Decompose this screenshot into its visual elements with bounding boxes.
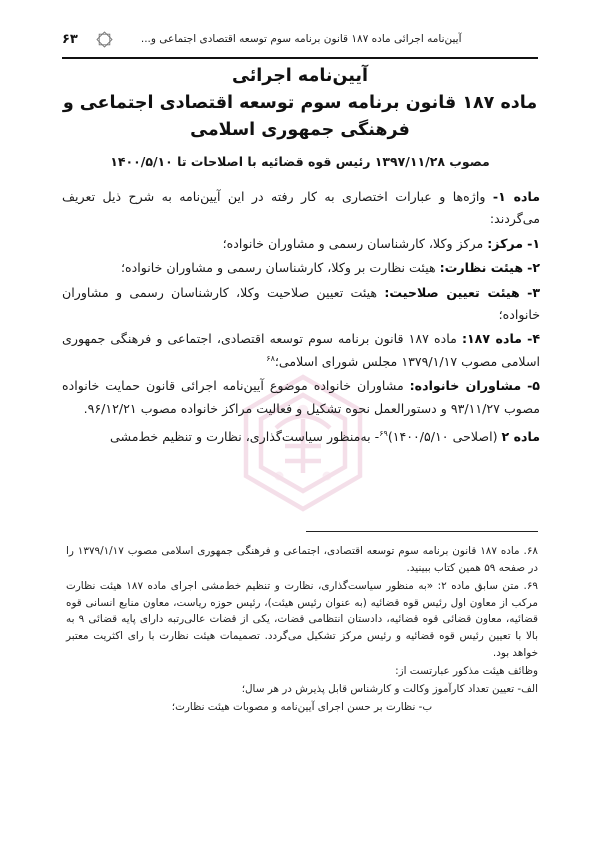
footnotes-section bbox=[66, 543, 538, 716]
article-1-text: واژه‌ها و عبارات اختصاری به کار رفته در این آیین‌نامه به شرح ذیل تعریف می‌گردند: bbox=[62, 189, 540, 227]
footnote-item bbox=[66, 578, 538, 662]
definition-number: ۴- bbox=[527, 331, 540, 347]
definition-item bbox=[62, 257, 540, 279]
footnote-item bbox=[66, 543, 538, 577]
footnote-continuation: الف- تعیین تعداد کارآموز وکالت و کارشناس قابل پذیرش در هر سال؛ bbox=[241, 682, 538, 695]
running-header bbox=[62, 26, 538, 52]
definition-term: هیئت تعیین صلاحیت: bbox=[384, 284, 520, 300]
title-line-1: آیین‌نامه اجرائی bbox=[232, 66, 368, 86]
article-2-label: ماده ۲ bbox=[501, 429, 540, 445]
definition-text: مشاوران خانواده موضوع آیین‌نامه اجرائی قانون حمایت خانواده مصوب ۹۳/۱۱/۲۷ و دستورالعمل نحوه تشکیل و فعالیت مراکز خانواده مصوب ۹۶/۱۲/۲۱. bbox=[62, 378, 540, 416]
footnote-marker-68[interactable]: ۶۸ bbox=[266, 353, 275, 363]
title-line-2: ماده ۱۸۷ قانون برنامه سوم توسعه اقتصادی اجتماعی و bbox=[62, 93, 538, 114]
definition-item bbox=[62, 282, 540, 327]
eight-pointed-star-icon bbox=[96, 31, 113, 48]
header-divider bbox=[62, 57, 538, 59]
definition-text: ماده ۱۸۷ قانون برنامه سوم توسعه اقتصادی، اجتماعی و فرهنگی جمهوری اسلامی مصوب ۱۳۷۹/۱/۱۷ مجلس شورای اسلامی؛ bbox=[62, 331, 540, 369]
definition-number: ۳- bbox=[527, 284, 540, 300]
footnote-text: متن سابق ماده ۲: «به منظور سیاست‌گذاری، نظارت و تنظیم خط‌مشی اجرای ماده ۱۸۷ هیئت نظارت مرکب از معاون اول رئیس قوه قضائیه (به عنوان رئیس هیئت)، رئیس حوزه ریاست، معاون منابع انسانی قوه قضائیه، معاون قضائی قوه قضائیه، دادستان انتظامی قضات، یکی از قضات عالی‌رتبه دارای پایه قضائی ۹ به بالا با تعیین رئیس قوه قضائیه و رئیس مرکز تشکیل می‌گردد. تصمیمات هیئت نظارت با رای اکثریت معتبر خواهد بود. bbox=[66, 579, 539, 660]
definition-item bbox=[62, 375, 540, 420]
definition-term: هیئت نظارت: bbox=[439, 260, 524, 276]
article-1-intro bbox=[62, 186, 540, 231]
footnote-divider bbox=[306, 531, 538, 532]
footnote-continuation: ب- نظارت بر حسن اجرای آیین‌نامه و مصوبات هیئت نظارت؛ bbox=[171, 700, 433, 713]
definition-number: ۲- bbox=[527, 260, 540, 276]
definition-item bbox=[62, 328, 540, 373]
article-2-paragraph bbox=[62, 426, 540, 448]
definition-number: ۵- bbox=[527, 378, 540, 394]
article-1-label: ماده ۱- bbox=[492, 189, 540, 204]
definition-text: مرکز وکلا، کارشناسان رسمی و مشاوران خانواده؛ bbox=[222, 235, 488, 251]
footnote-continuation: وظائف هیئت مذکور عبارتست از: bbox=[395, 664, 538, 677]
definition-term: مرکز: bbox=[487, 235, 524, 251]
body-content bbox=[62, 186, 540, 450]
definition-term: مشاوران خانواده: bbox=[409, 378, 522, 394]
definition-number: ۱- bbox=[527, 235, 540, 251]
definition-item bbox=[62, 233, 540, 255]
document-subtitle: مصوب ۱۳۹۷/۱۱/۲۸ رئیس قوه قضائیه با اصلاحات تا ۱۴۰۰/۵/۱۰ bbox=[110, 154, 490, 170]
footnote-marker-69[interactable]: ۶۹ bbox=[379, 428, 388, 438]
definition-text: هیئت تعیین صلاحیت وکلا، کارشناسان رسمی و مشاوران خانواده؛ bbox=[62, 284, 540, 323]
footnote-text: ماده ۱۸۷ قانون برنامه سوم توسعه اقتصادی، اجتماعی و فرهنگی جمهوری اسلامی مصوب ۱۳۷۹/۱/۱۷ را در صفحه ۵۹ همین کتاب ببینید. bbox=[66, 545, 538, 574]
footnote-number: ۶۸. bbox=[523, 545, 538, 557]
article-2-text: - به‌منظور سیاست‌گذاری، نظارت و تنظیم خط‌مشی bbox=[109, 429, 380, 445]
title-line-3: فرهنگی جمهوری اسلامی bbox=[190, 120, 410, 141]
definition-term: ماده ۱۸۷: bbox=[461, 331, 522, 347]
article-2-amendment: (اصلاحی ۱۴۰۰/۵/۱۰) bbox=[387, 429, 502, 445]
document-title bbox=[62, 63, 538, 144]
title-block bbox=[62, 63, 538, 171]
page-number: ۶۳ bbox=[62, 31, 78, 47]
footnote-number: ۶۹. bbox=[523, 579, 538, 592]
definition-text: هیئت نظارت بر وکلا، کارشناسان رسمی و مشاوران خانواده؛ bbox=[120, 260, 440, 276]
running-header-title: آیین‌نامه اجرائی ماده ۱۸۷ قانون برنامه سوم توسعه اقتصادی اجتماعی و... bbox=[140, 32, 462, 45]
